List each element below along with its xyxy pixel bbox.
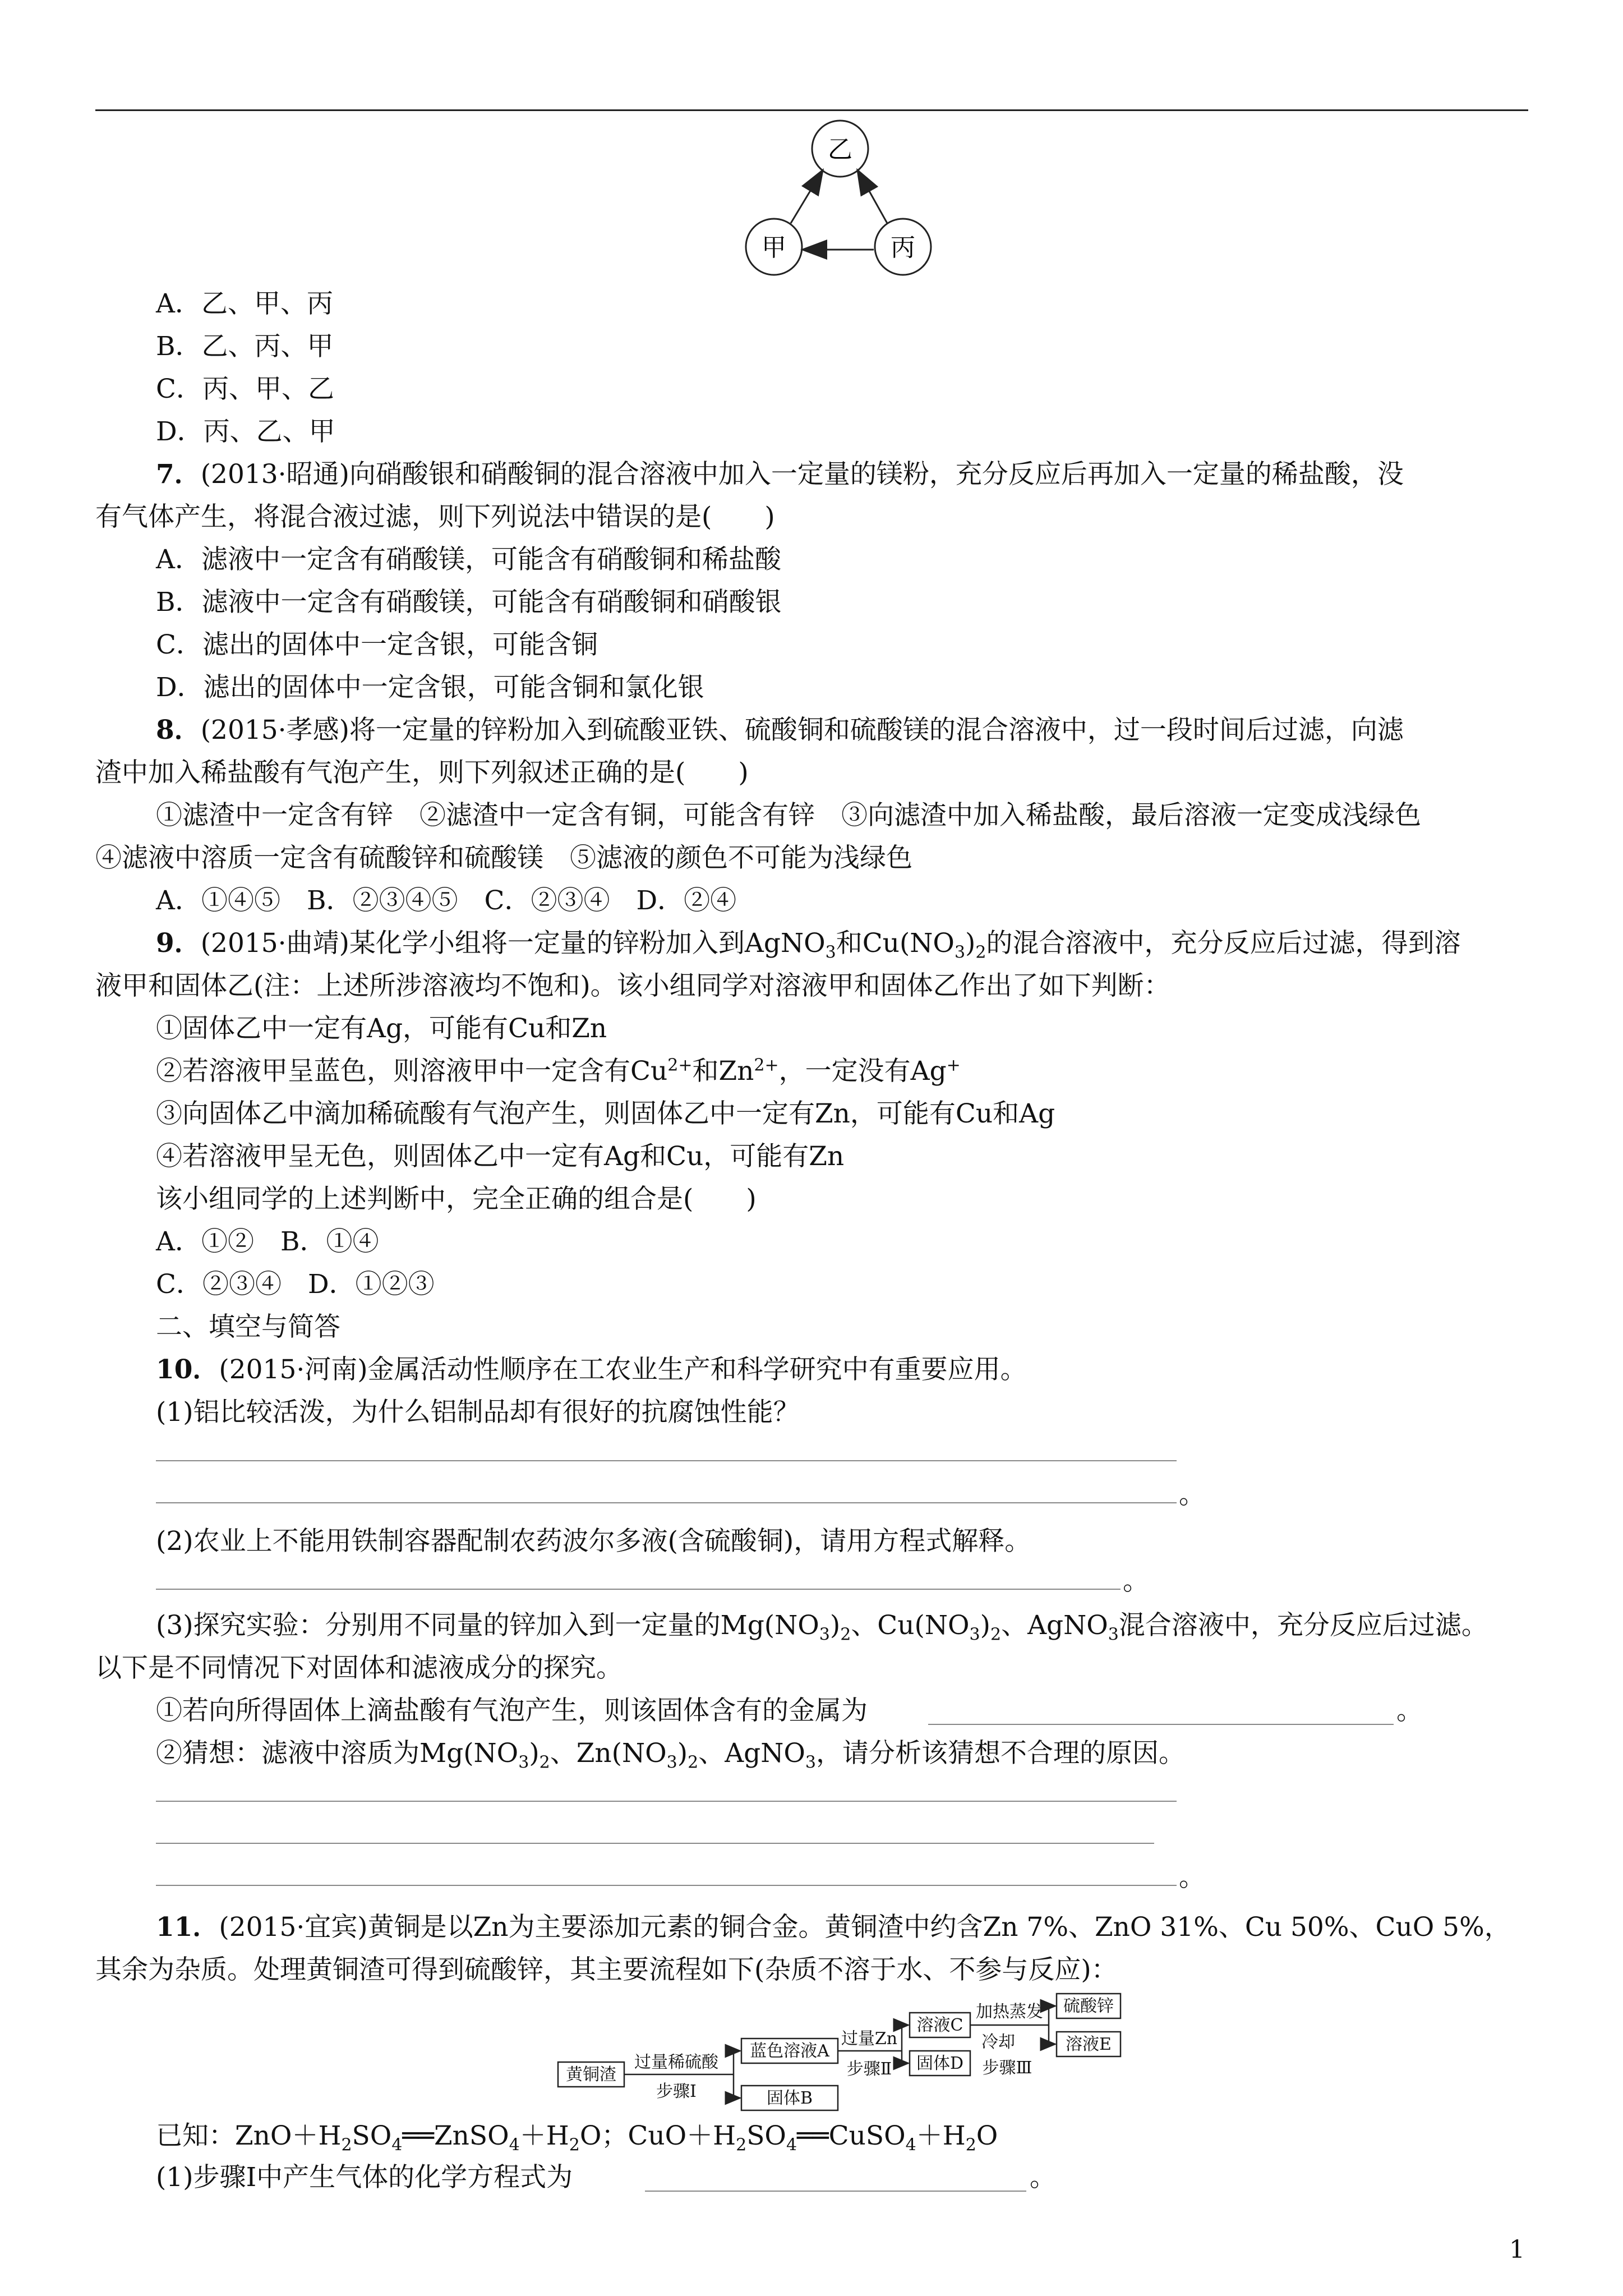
q10-p3-sub-c: 3 (969, 1625, 980, 1645)
q11-eq1-sub-c: 4 (509, 2135, 520, 2155)
q11-known-equations (156, 2119, 998, 2153)
q11-eq1-sub-b: 4 (391, 2135, 403, 2155)
q10-q2-sub-a: 3 (518, 1752, 529, 1773)
flow-out1-label: 硫酸锌 (1063, 1996, 1114, 2016)
flow-b-label: 固体B (766, 2088, 813, 2108)
q10-q2-sub-c: 3 (666, 1752, 677, 1773)
q9-sub-3: 3 (825, 942, 836, 963)
q9-sup-zn: 2+ (754, 1055, 779, 1075)
arrow-jia-to-yi (791, 171, 822, 223)
q9-stem-line2: 液甲和固体乙(注：上述所涉溶液均不饱和)。该小组同学对溶液甲和固体乙作出了如下判断： (95, 970, 1170, 1001)
q11-stem-line1 (156, 1911, 1511, 1944)
q11-eq2-sub-d: 2 (965, 2135, 976, 2155)
section-heading: 二、填空与简答 (156, 1312, 340, 1342)
q11-eq2-e: O (976, 2120, 998, 2151)
q9-stem-line1 (156, 927, 1461, 963)
q8-options: A．①④⑤ B．②③④⑤ C．②③④ D．②④ (156, 885, 737, 916)
q10-q2-sub-e: 3 (805, 1752, 816, 1773)
flow-a-label: 蓝色溶液A (750, 2041, 829, 2061)
flow-out2-label: 溶液E (1066, 2035, 1112, 2054)
q6-option-a: A．乙、甲、丙 (156, 288, 333, 319)
q9-number: 9． (156, 928, 201, 959)
q10-q2-d: ) (677, 1738, 688, 1769)
q11-eq1-sub-a: 2 (341, 2135, 352, 2155)
q10-q2-sub-b: 2 (539, 1752, 550, 1773)
cycle-diagram (718, 115, 953, 283)
q11-eq2-sub-a: 2 (736, 2135, 747, 2155)
q11-eq2-b: SO (746, 2120, 786, 2151)
header-rule (95, 109, 1528, 111)
q9-options-line1: A．①② B．①④ (156, 1226, 379, 1257)
q10-part1-answer-line2[interactable] (156, 1502, 1177, 1503)
flow-arrow-3-top2: 冷却 (981, 2032, 1015, 2052)
flow-arrow-1-top: 过量稀硫酸 (634, 2053, 718, 2072)
flow-arrow-3-bottom: 步骤Ⅲ (982, 2058, 1032, 2078)
q7-option-c: C．滤出的固体中一定含银，可能含铜 (156, 629, 598, 660)
q11-known-label: 已知： (156, 2120, 235, 2151)
flow-arrow-1-bottom: 步骤Ⅰ (656, 2082, 697, 2101)
q9-judgment-1: ①固体乙中一定有Ag，可能有Cu和Zn (156, 1013, 607, 1044)
q10-part3-q2 (156, 1737, 1185, 1773)
q10-part3-q2-answer-line1[interactable] (156, 1801, 1177, 1802)
q10-part3-q2-period: 。 (1179, 1862, 1205, 1893)
q9-stem-part-d: 的混合溶液中，充分反应后过滤，得到溶 (986, 928, 1461, 959)
q9-stem-part-c: ) (965, 928, 976, 959)
q11-part1-period: 。 (1030, 2162, 1056, 2193)
q10-p3-d: ) (980, 1610, 990, 1641)
q9-sup-cu: 2+ (667, 1055, 693, 1075)
node-bing-label: 丙 (891, 233, 915, 262)
q9-judgment-3: ③向固体乙中滴加稀硫酸有气泡产生，则固体乙中一定有Zn，可能有Cu和Ag (156, 1098, 1055, 1129)
q11-eq2-a: CuO＋H (628, 2120, 736, 2151)
process-flowchart (555, 1990, 1144, 2114)
node-yi-label: 乙 (828, 135, 852, 164)
q9-j2-part-a: ②若溶液甲呈蓝色，则溶液甲中一定含有Cu (156, 1056, 668, 1087)
q6-option-d: D．丙、乙、甲 (156, 416, 335, 447)
q9-j2-part-b: 和Zn (692, 1056, 754, 1087)
q7-option-a: A．滤液中一定含有硝酸镁，可能含有硝酸铜和稀盐酸 (156, 544, 781, 575)
flow-start-label: 黄铜渣 (566, 2065, 616, 2085)
q10-part3-q2-answer-line3[interactable] (156, 1885, 1177, 1886)
q11-eq2-sub-c: 4 (905, 2135, 916, 2155)
q10-p3-sub-d: 2 (990, 1625, 1002, 1645)
q9-options-line2: C．②③④ D．①②③ (156, 1269, 435, 1300)
q11-eq2-d: ＋H (916, 2120, 966, 2151)
q10-q2-e: 、AgNO (698, 1738, 805, 1769)
q7-stem-line2: 有气体产生，将混合液过滤，则下列说法中错误的是( ) (95, 501, 775, 532)
q10-number: 10． (156, 1354, 219, 1385)
q10-part2-period: 。 (1123, 1566, 1149, 1596)
q10-p3-sub-b: 2 (840, 1625, 851, 1645)
q9-question: 该小组同学的上述判断中，完全正确的组合是( ) (156, 1184, 757, 1214)
q8-number: 8． (156, 715, 201, 746)
q9-j2-part-c: ，一定没有Ag (778, 1056, 947, 1087)
q10-p3-f: 混合溶液中，充分反应后过滤。 (1118, 1610, 1488, 1641)
node-jia-label: 甲 (762, 233, 786, 262)
q8-statements-line2: ④滤液中溶质一定含有硫酸锌和硫酸镁 ⑤滤液的颜色不可能为浅绿色 (95, 843, 912, 873)
q10-p3-b: ) (829, 1610, 841, 1641)
q10-part3-line1 (156, 1609, 1488, 1645)
q10-q2-sub-d: 2 (688, 1752, 699, 1773)
q11-eq1-c: ══ZnSO (402, 2120, 509, 2151)
flow-arrow-2-bottom: 步骤Ⅱ (846, 2059, 892, 2079)
arrow-bing-to-yi (858, 171, 887, 223)
q7-option-b: B．滤液中一定含有硝酸镁，可能含有硝酸铜和硝酸银 (156, 587, 782, 618)
q10-part3-q1-period: 。 (1396, 1695, 1423, 1726)
q6-option-c: C．丙、甲、乙 (156, 374, 334, 404)
page-number: 1 (1509, 2235, 1525, 2264)
flow-c-label: 溶液C (916, 2016, 963, 2035)
q11-part1-answer-line[interactable] (645, 2191, 1026, 2192)
q9-stem-part-b: 和Cu(NO (836, 928, 955, 959)
flow-arrow-2-top: 过量Zn (841, 2029, 898, 2049)
q9-judgment-2 (156, 1055, 961, 1088)
q10-part1-answer-line1[interactable] (156, 1460, 1177, 1461)
q11-eq1-sub-d: 2 (569, 2135, 580, 2155)
q7-stem-text1: (2013·昭通)向硝酸银和硝酸铜的混合溶液中加入一定量的镁粉，充分反应后再加入一定量的稀盐酸，没 (200, 459, 1404, 490)
q10-part3-q2-answer-line2[interactable] (156, 1843, 1154, 1844)
q9-sup-ag: + (946, 1055, 961, 1075)
q11-part1: (1)步骤Ⅰ中产生气体的化学方程式为 (156, 2162, 573, 2193)
q11-stem-line2: 其余为杂质。处理黄铜渣可得到硫酸锌，其主要流程如下(杂质不溶于水、不参与反应)： (95, 1954, 1118, 1985)
q10-stem (156, 1353, 1027, 1387)
q10-q2-b: ) (529, 1738, 540, 1769)
q8-stem-line1 (156, 714, 1404, 747)
q11-eq1-d: ＋H (519, 2120, 569, 2151)
q9-judgment-4: ④若溶液甲呈无色，则固体乙中一定有Ag和Cu，可能有Zn (156, 1141, 845, 1172)
q10-part3-line2: 以下是不同情况下对固体和滤液成分的探究。 (95, 1653, 623, 1683)
q10-p3-c: 、Cu(NO (851, 1610, 970, 1641)
q10-part2: (2)农业上不能用铁制容器配制农药波尔多液(含硫酸铜)，请用方程式解释。 (156, 1526, 1031, 1557)
q11-eq2-c: ══CuSO (797, 2120, 906, 2151)
flow-arrow-3-top1: 加热蒸发 (976, 2002, 1043, 2022)
q8-statements-line1: ①滤渣中一定含有锌 ②滤渣中一定含有铜，可能含有锌 ③向滤渣中加入稀盐酸，最后溶液一定变成浅绿色 (156, 800, 1421, 831)
q11-stem-text1: (2015·宜宾)黄铜是以Zn为主要添加元素的铜合金。黄铜渣中约含Zn 7%、ZnO 31%、Cu 50%、CuO 5%， (219, 1912, 1511, 1943)
q10-q2-f: ，请分析该猜想不合理的原因。 (815, 1738, 1185, 1769)
q10-p3-sub-e: 3 (1108, 1625, 1119, 1645)
q11-eq1-b: SO (352, 2120, 392, 2151)
q10-q2-c: 、Zn(NO (550, 1738, 667, 1769)
q9-sub-2: 2 (975, 942, 986, 963)
q10-part2-answer-line[interactable] (156, 1589, 1121, 1590)
q10-part3-q1: ①若向所得固体上滴盐酸有气泡产生，则该固体含有的金属为 (156, 1695, 868, 1726)
q10-part3-q1-answer-line[interactable] (928, 1724, 1394, 1725)
q9-stem-part-a: (2015·曲靖)某化学小组将一定量的锌粉加入到AgNO (200, 928, 826, 959)
q11-eq1-e: O； (579, 2120, 628, 2151)
q8-stem-line2: 渣中加入稀盐酸有气泡产生，则下列叙述正确的是( ) (95, 757, 749, 788)
q11-eq1-a: ZnO＋H (235, 2120, 342, 2151)
q9-sub-3b: 3 (954, 942, 966, 963)
q10-p3-e: 、AgNO (1001, 1610, 1108, 1641)
q8-stem-text1: (2015·孝感)将一定量的锌粉加入到硫酸亚铁、硫酸铜和硫酸镁的混合溶液中，过一段时间后过滤，向滤 (200, 715, 1404, 746)
q10-p3-sub-a: 3 (819, 1625, 830, 1645)
q11-eq2-sub-b: 4 (786, 2135, 797, 2155)
q10-p3-a: (3)探究实验：分别用不同量的锌加入到一定量的Mg(NO (156, 1610, 819, 1641)
q10-q2-a: ②猜想：滤液中溶质为Mg(NO (156, 1738, 519, 1769)
q10-stem-text: (2015·河南)金属活动性顺序在工农业生产和科学研究中有重要应用。 (219, 1354, 1027, 1385)
q7-option-d: D．滤出的固体中一定含银，可能含铜和氯化银 (156, 672, 704, 703)
q11-number: 11． (156, 1912, 219, 1943)
q10-part1-period: 。 (1179, 1479, 1205, 1510)
flow-d-label: 固体D (916, 2054, 964, 2073)
q7-number: 7． (156, 459, 201, 490)
q7-stem-line1 (156, 458, 1404, 491)
q10-part1: (1)铝比较活泼，为什么铝制品却有很好的抗腐蚀性能？ (156, 1397, 800, 1428)
q6-option-b: B．乙、丙、甲 (156, 331, 334, 362)
